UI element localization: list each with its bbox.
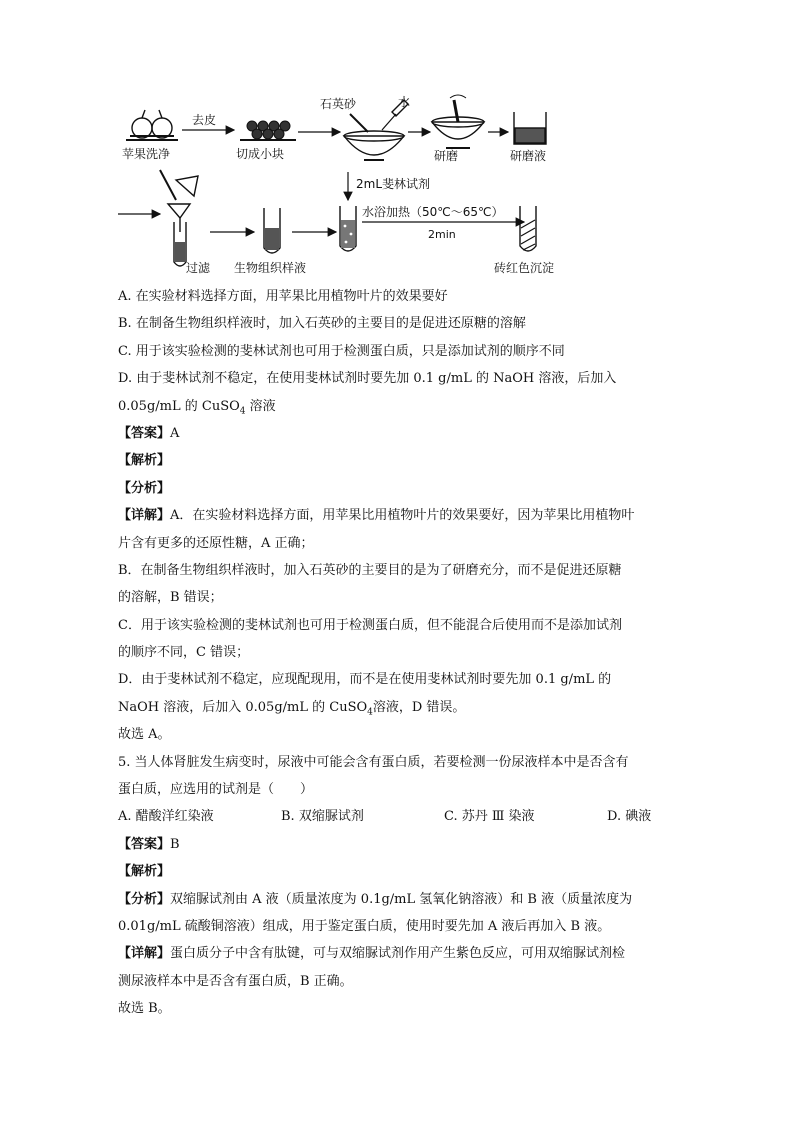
subscript-4: 4 [367,707,373,718]
label-peel: 去皮 [192,113,217,127]
detail-d-text-end: 溶液，D 错误。 [372,699,466,715]
label-grind-liquid: 研磨液 [510,149,547,163]
q5-option-b: B. 双缩脲试剂 [281,809,364,825]
q4-analysis-tag: 【解析】 [118,453,171,469]
precipitate-test-tube-icon [520,206,536,251]
q5-detail-line2: 测尿液样本中是否含有蛋白质，B 正确。 [118,973,353,989]
label-filter: 过滤 [186,261,211,275]
sample-test-tube-icon [264,208,280,253]
q4-detail-a-line2: 片含有更多的还原性糖，A 正确； [118,535,314,551]
q5-option-a: A. 醋酸洋红染液 [118,809,214,825]
detail-d-text: NaOH 溶液，后加入 0.05g/mL 的 CuSO [118,699,368,715]
q4-option-c: C. 用于该实验检测的斐林试剂也可用于检测蛋白质，只是添加试剂的顺序不同 [118,343,565,359]
label-water: 水 [398,95,411,109]
q5-fenxi-line2: 0.01g/mL 硫酸铜溶液）组成，用于鉴定蛋白质，使用时要先加 A 液后再加入 B 液。 [118,918,611,934]
apples-icon [126,110,178,140]
answer-tag: 【答案】 [118,836,171,852]
label-grind: 研磨 [434,149,459,163]
detail-text: 蛋白质分子中含有肽键，可与双缩脲试剂作用产生紫色反应，可用双缩脲试剂检 [170,946,626,962]
answer-value: A [170,425,180,441]
beaker-icon [514,112,546,144]
q4-option-d-text: 0.05g/mL 的 CuSO [118,398,240,414]
q4-detail-a-line1 [118,502,688,529]
label-precipitate: 砖红色沉淀 [494,261,555,275]
q4-detail-c-line2: 的顺序不同，C 错误； [118,645,250,661]
answer-tag: 【答案】 [118,425,171,441]
q4-detail-d-line1: D．由于斐林试剂不稳定，应现配现用，而不是在使用斐林试剂时要先加 0.1 g/mL 的 [118,672,612,688]
q5-stem-line1: 5. 当人体肾脏发生病变时，尿液中可能会含有蛋白质，若要检测一份尿液样本中是否含有 [118,754,629,770]
q4-conclusion: 故选 A。 [118,727,171,743]
q4-option-d-line1: D. 由于斐林试剂不稳定，在使用斐林试剂时要先加 0.1 g/mL 的 NaOH 溶液，后加入 [118,371,617,387]
q5-options [118,803,688,830]
subscript-4: 4 [239,406,246,417]
answer-value: B [170,836,180,852]
apple-pieces-icon [240,121,296,140]
q4-detail-c-line1: C．用于该实验检测的斐林试剂也可用于检测蛋白质，但不能混合后使用而不是添加试剂 [118,617,622,633]
q4-detail-b-line1: B．在制备生物组织样液时，加入石英砂的主要目的是为了研磨充分，而不是促进还原糖 [118,562,622,578]
experiment-flow-diagram [112,92,692,282]
label-sample: 生物组织样液 [234,261,307,275]
grinding-bowl-icon [432,95,484,148]
detail-a-text: A．在实验材料选择方面，用苹果比用植物叶片的效果要好，因为苹果比用植物叶 [170,508,635,524]
detail-tag: 【详解】 [118,508,171,524]
q4-option-d-text-end: 溶液 [245,398,276,414]
q5-detail-line1 [118,940,688,967]
document-body [118,283,688,1023]
q4-option-a: A. 在实验材料选择方面，用苹果比用植物叶片的效果要好 [118,289,448,304]
label-cut: 切成小块 [236,147,285,161]
label-reagent: 2mL斐林试剂 [356,177,431,191]
q5-fenxi-line1 [118,886,688,913]
fenxi-tag: 【分析】 [118,891,171,907]
reagent-test-tube-icon [340,206,356,251]
q4-option-d-line2 [118,393,688,420]
q5-stem-line2: 蛋白质，应选用的试剂是（ ） [118,782,314,798]
filter-funnel-icon [160,170,198,266]
fenxi-text: 双缩脲试剂由 A 液（质量浓度为 0.1g/mL 氢氧化钠溶液）和 B 液（质量浓度为 [170,891,633,907]
q5-answer [118,831,688,858]
label-time: 2min [428,228,456,241]
q5-option-c: C. 苏丹 Ⅲ 染液 [444,809,535,825]
q4-answer [118,420,688,447]
q4-fenxi-tag: 【分析】 [118,480,171,496]
q5-conclusion: 故选 B。 [118,1001,171,1017]
label-quartz: 石英砂 [320,97,357,111]
q4-option-b: B. 在制备生物组织样液时，加入石英砂的主要目的是促进还原糖的溶解 [118,316,526,332]
detail-tag: 【详解】 [118,946,171,962]
label-apple-wash: 苹果洗净 [122,147,171,161]
q4-detail-b-line2: 的溶解，B 错误； [118,590,223,606]
q5-option-d: D. 碘液 [607,809,652,825]
q5-analysis-tag: 【解析】 [118,864,171,880]
q4-detail-d-line2 [118,694,688,721]
label-heat: 水浴加热（50℃～65℃） [362,205,504,219]
